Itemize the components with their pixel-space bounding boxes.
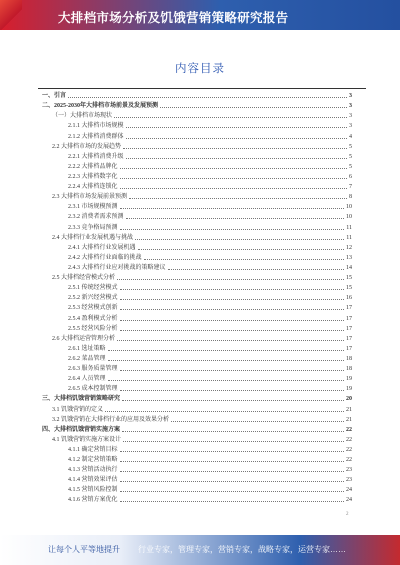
toc-leader-dots [120, 178, 347, 179]
toc-entry-title: 3.1 饥饿营销的定义 [52, 406, 104, 413]
toc-entry-title: 2.5.3 经营模式创新 [68, 305, 118, 312]
toc-entry-page: 19 [346, 376, 352, 383]
toc-entry-title: （一）大排档市场现状 [52, 113, 113, 120]
footer-banner [0, 535, 400, 565]
toc-entry[interactable] [42, 484, 352, 494]
toc-leader-dots [123, 148, 347, 149]
toc-entry[interactable] [42, 242, 352, 252]
toc-entry[interactable] [42, 343, 352, 353]
toc-entry-title: 2.6.3 服务质量管理 [68, 366, 118, 373]
toc-leader-dots [135, 239, 344, 240]
toc-leader-dots [105, 411, 344, 412]
toc-entry-page: 18 [346, 366, 352, 373]
toc-entry-title: 四、大排档饥饿营销实施方案 [42, 426, 121, 433]
toc-entry[interactable] [42, 302, 352, 312]
toc-entry[interactable] [42, 353, 352, 363]
toc-entry[interactable] [42, 363, 352, 373]
toc-entry-title: 2.3 大排档市场发展前景预测 [52, 194, 128, 201]
toc-entry-page: 15 [346, 275, 352, 282]
toc-leader-dots [120, 309, 344, 310]
toc-leader-dots [120, 370, 344, 371]
toc-entry-title: 2.4.2 大排档行业面临的挑战 [68, 254, 142, 261]
toc-leader-dots [160, 107, 347, 108]
toc-entry-title: 2.4 大排档行业发展机遇与挑战 [52, 234, 134, 241]
toc-entry-title: 2.5.5 经营风险分析 [68, 325, 118, 332]
toc-entry-page: 22 [346, 436, 352, 443]
toc-entry-page: 21 [346, 416, 352, 423]
toc-entry[interactable] [42, 424, 352, 434]
document-title: 大排档市场分析及饥饿营销策略研究报告 [58, 11, 289, 25]
toc-leader-dots [138, 249, 344, 250]
toc-divider [38, 88, 366, 89]
toc-entry-page: 14 [346, 264, 352, 271]
toc-entry-page: 18 [346, 355, 352, 362]
toc-entry-page: 19 [346, 386, 352, 393]
toc-entry-title: 2.1.1 大排档市场规模 [68, 123, 124, 130]
toc-entry-title: 2.5.1 传统经营模式 [68, 285, 118, 292]
toc-entry[interactable] [42, 474, 352, 484]
toc-entry-page: 3 [349, 93, 352, 100]
toc-heading: 内容目录 [175, 63, 225, 75]
toc-leader-dots [117, 340, 344, 341]
toc-entry[interactable] [42, 120, 352, 130]
toc-entry[interactable] [42, 414, 352, 424]
toc-entry[interactable] [42, 100, 352, 110]
toc-leader-dots [126, 138, 347, 139]
toc-leader-dots [120, 289, 344, 290]
toc-entry-title: 二、2025-2030年大排档市场前景及发展预测 [42, 103, 158, 110]
toc-entry-title: 2.3.1 市场规模预测 [68, 204, 118, 211]
toc-leader-dots [120, 208, 344, 209]
toc-entry[interactable] [42, 434, 352, 444]
toc-entry[interactable] [42, 282, 352, 292]
toc-entry-page: 3 [349, 123, 352, 130]
toc-entry[interactable] [42, 161, 352, 171]
footer-experts: 行业专家，管理专家，营销专家，战略专家，运营专家…… [138, 545, 346, 554]
toc-entry-page: 11 [346, 224, 352, 231]
toc-entry[interactable] [42, 464, 352, 474]
toc-entry-title: 4.1.1 确定营销目标 [68, 446, 118, 453]
toc-entry-title: 4.1 饥饿营销实施方案设计 [52, 436, 122, 443]
toc-entry-title: 2.6.2 菜品管理 [68, 355, 106, 362]
toc-entry-title: 2.3.2 消费者需求预测 [68, 214, 124, 221]
toc-entry-page: 22 [346, 426, 352, 433]
toc-entry-title: 2.2.3 大排档数字化 [68, 173, 118, 180]
toc-entry[interactable] [42, 232, 352, 242]
toc-entry-page: 13 [346, 254, 352, 261]
toc-entry[interactable] [42, 323, 352, 333]
toc-leader-dots [144, 259, 344, 260]
toc-entry-page: 8 [349, 194, 352, 201]
toc-entry-page: 6 [349, 173, 352, 180]
toc-leader-dots [168, 269, 344, 270]
toc-entry-page: 23 [346, 477, 352, 484]
toc-entry-page: 22 [346, 457, 352, 464]
toc-entry-title: 2.2.2 大排档品牌化 [68, 163, 118, 170]
toc-entry[interactable] [42, 201, 352, 211]
toc-entry-title: 2.4.1 大排档行业发展机遇 [68, 244, 136, 251]
toc-leader-dots [120, 320, 344, 321]
table-of-contents [42, 90, 352, 504]
toc-entry-page: 16 [346, 295, 352, 302]
toc-leader-dots [120, 491, 344, 492]
toc-entry-title: 三、大排档饥饿营销策略研究 [42, 396, 121, 403]
toc-entry-page: 5 [349, 143, 352, 150]
toc-entry-page: 3 [349, 113, 352, 120]
toc-entry-title: 2.6.4 人员管理 [68, 376, 106, 383]
banner-stripe [0, 0, 22, 30]
toc-entry-page: 17 [346, 335, 352, 342]
toc-leader-dots [108, 350, 344, 351]
toc-entry-page: 12 [346, 244, 352, 251]
toc-leader-dots [120, 229, 345, 230]
toc-entry-title: 2.2 大排档市场的发展趋势 [52, 143, 122, 150]
toc-entry[interactable] [42, 494, 352, 504]
toc-entry-title: 一、引言 [42, 93, 67, 100]
toc-leader-dots [120, 471, 344, 472]
toc-leader-dots [108, 360, 344, 361]
toc-entry-title: 2.6 大排档运营管理分析 [52, 335, 116, 342]
toc-entry-page: 24 [346, 487, 352, 494]
toc-entry-title: 2.1.2 大排档消费群体 [68, 133, 124, 140]
toc-entry[interactable] [42, 252, 352, 262]
toc-entry-page: 17 [346, 305, 352, 312]
toc-leader-dots [126, 127, 347, 128]
toc-entry[interactable] [42, 373, 352, 383]
toc-entry[interactable] [42, 191, 352, 201]
toc-entry-page: 3 [349, 103, 352, 110]
toc-entry-page: 22 [346, 446, 352, 453]
toc-leader-dots [114, 117, 347, 118]
footer-slogan: 让每个人平等地提升 [48, 545, 120, 554]
toc-leader-dots [120, 390, 344, 391]
toc-entry-title: 2.6.5 成本控制管理 [68, 386, 118, 393]
toc-leader-dots [126, 158, 347, 159]
toc-entry[interactable] [42, 151, 352, 161]
toc-entry[interactable] [42, 141, 352, 151]
toc-entry[interactable] [42, 171, 352, 181]
toc-entry[interactable] [42, 90, 352, 100]
toc-entry[interactable] [42, 393, 352, 403]
toc-entry[interactable] [42, 383, 352, 393]
toc-entry[interactable] [42, 130, 352, 140]
toc-entry[interactable] [42, 333, 352, 343]
toc-leader-dots [117, 279, 344, 280]
toc-entry-page: 17 [346, 345, 352, 352]
toc-entry-page: 23 [346, 467, 352, 474]
toc-entry-title: 3.2 饥饿营销在大排档行业的应用及效果分析 [52, 416, 170, 423]
page-number: 2 [346, 512, 349, 517]
toc-leader-dots [108, 380, 344, 381]
toc-entry-title: 4.1.2 制定营销策略 [68, 457, 118, 464]
toc-leader-dots [126, 218, 344, 219]
toc-entry-title: 2.2.4 大排档连锁化 [68, 184, 118, 191]
toc-entry-page: 20 [346, 396, 352, 403]
toc-entry[interactable] [42, 181, 352, 191]
toc-entry-page: 4 [349, 133, 352, 140]
toc-entry-page: 17 [346, 325, 352, 332]
toc-entry-title: 4.1.5 营销风险控制 [68, 487, 118, 494]
toc-entry-page: 21 [346, 406, 352, 413]
toc-entry[interactable] [42, 312, 352, 322]
toc-entry-title: 2.6.1 选址策略 [68, 345, 106, 352]
toc-leader-dots [120, 168, 347, 169]
toc-entry-page: 7 [349, 184, 352, 191]
toc-entry-page: 10 [346, 214, 352, 221]
toc-leader-dots [120, 188, 347, 189]
toc-entry-title: 4.1.4 营销效果评估 [68, 477, 118, 484]
toc-leader-dots [68, 97, 347, 98]
toc-entry-title: 2.3.3 竞争格局预测 [68, 224, 118, 231]
toc-leader-dots [122, 400, 344, 401]
toc-entry-title: 2.5 大排档经营模式分析 [52, 275, 116, 282]
toc-leader-dots [123, 441, 344, 442]
toc-leader-dots [120, 481, 344, 482]
top-banner [0, 0, 400, 30]
toc-entry-title: 2.5.4 盈利模式分析 [68, 315, 118, 322]
toc-entry[interactable] [42, 110, 352, 120]
toc-leader-dots [120, 461, 344, 462]
toc-entry[interactable] [42, 221, 352, 231]
toc-entry-page: 10 [346, 204, 352, 211]
toc-entry-page: 15 [346, 285, 352, 292]
toc-leader-dots [120, 299, 344, 300]
toc-leader-dots [129, 198, 347, 199]
toc-entry-page: 17 [346, 315, 352, 322]
toc-leader-dots [120, 451, 344, 452]
toc-entry[interactable] [42, 444, 352, 454]
toc-entry[interactable] [42, 292, 352, 302]
toc-entry-page: 24 [346, 497, 352, 504]
toc-leader-dots [171, 421, 344, 422]
toc-entry-title: 2.2.1 大排档消费升级 [68, 153, 124, 160]
toc-entry-title: 2.4.3 大排档行业应对挑战的策略建议 [68, 264, 166, 271]
toc-entry[interactable] [42, 211, 352, 221]
toc-entry-title: 4.1.3 营销活动执行 [68, 467, 118, 474]
toc-leader-dots [120, 330, 344, 331]
toc-entry-page: 11 [346, 234, 352, 241]
toc-entry[interactable] [42, 262, 352, 272]
toc-entry-title: 2.5.2 新兴经营模式 [68, 295, 118, 302]
toc-entry[interactable] [42, 272, 352, 282]
toc-leader-dots [122, 431, 344, 432]
toc-entry[interactable] [42, 454, 352, 464]
toc-entry-page: 5 [349, 163, 352, 170]
toc-leader-dots [120, 501, 344, 502]
toc-entry-page: 5 [349, 153, 352, 160]
toc-entry[interactable] [42, 403, 352, 413]
toc-entry-title: 4.1.6 营销方案优化 [68, 497, 118, 504]
